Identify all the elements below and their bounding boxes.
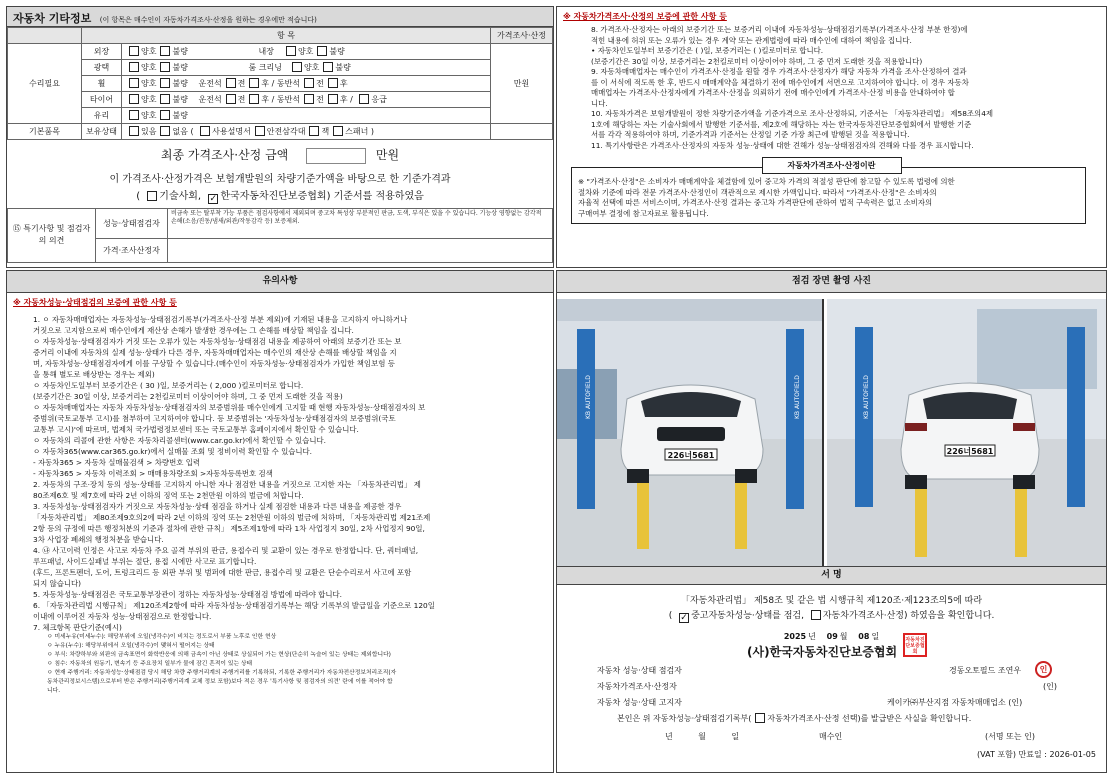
sign-footer: (VAT 포함) 만료일 : 2026-01-05 <box>977 750 1096 759</box>
notes-line: 3. 자동차성능·상태점검자가 거짓으로 자동차성능·상태 점검을 하거나 실제 점검한 내용과 다른 내용을 제공한 경우 <box>33 502 402 511</box>
special-table: ⑮ 특기사항 및 점검자의 의견 성능·상태점검자 비금속 또는 탈부착 가능 부품은 점검사항에서 제외되며 중고차 특성상 부분적인 판금, 도색, 부식은 있을 수 있습니다. 기능상 영향없는 감각적 손해(소음/진동/냄새/외관/작동감각 등) 보증제외. 가격·조사산정자 <box>7 208 553 263</box>
checkbox[interactable] <box>160 62 170 72</box>
warranty-title: ※ 자동차가격조사·산정의 보증에 관한 사항 등 <box>563 12 727 21</box>
checkbox[interactable] <box>160 46 170 56</box>
sign-row1-value: 경동오토필드 조연우 <box>949 666 1022 675</box>
sign-row2-label: 자동차가격조사·산정자 <box>597 682 677 691</box>
sign-title: 서 명 <box>557 567 1106 585</box>
special-label: ⑮ 특기사항 및 점검자의 의견 <box>8 208 96 262</box>
notes-line: 며, 자동차성능·상태점검자에게 이를 구상할 수 있습니다.(매수인이 자동차성능·상태점검자가 가입한 책임보험 등 <box>33 359 395 368</box>
notes-line: 2항 등의 규정에 따른 행정처분의 기준과 절차에 관한 규칙」 제5조제1항에 따라 1차 사업정지 30일, 2차 사업정지 90일, <box>33 524 425 533</box>
notes-line: ㅇ 자동차의 리콜에 관한 사항은 자동차리콜센터(www.car.go.kr)에서 확인할 수 있습니다. <box>33 436 326 445</box>
warranty-section <box>556 6 1107 268</box>
checkbox[interactable] <box>286 46 296 56</box>
notes-line: 80조제6호 및 제7호에 따라 2년 이하의 징역 또는 2천만원 이하의 벌금에 처합니다. <box>33 491 304 500</box>
appraiser-opinion[interactable] <box>168 238 553 262</box>
checkbox[interactable] <box>226 94 236 104</box>
lift-banner-rear: KB AUTOFIELD <box>863 375 870 419</box>
notes-line: - 자동차365 > 자동차 실매물검색 > 차량번호 입력 <box>33 458 200 467</box>
notes-line: 루프패널, 사이드실패널 부위는 절단, 용접 시에만 사고로 표기합니다. <box>33 557 257 566</box>
basis-line1: 이 가격조사·산정가격은 보험개발원의 차량기준가액을 바탕으로 한 기준가격과 <box>109 173 451 185</box>
sign-row2-value: (인) <box>1043 682 1057 691</box>
price-unit: 만원 <box>491 44 553 124</box>
notes-sub: ※ 자동차성능·상태점검의 보증에 관한 사항 등 <box>13 298 177 307</box>
warranty-line: • 자동차인도일부터 보증기간은 ( )일, 보증거리는 ( )킬로미터로 합니다. <box>591 46 824 55</box>
notes-line: ㅇ 자동차성능·상태점검자가 거짓 또는 오류가 있는 자동차성능·상태점검 내용을 제공하여 아래의 보증기간 또는 보 <box>33 337 402 346</box>
notes-line: 2. 자동차의 구조·장치 등의 성능·상태를 고지하지 아니한 자나 점검한 내용을 거짓으로 고지한 자는 「자동차관리법」 제 <box>33 480 421 489</box>
checkbox[interactable] <box>304 94 314 104</box>
checkbox[interactable] <box>129 94 139 104</box>
checkbox[interactable] <box>309 126 319 136</box>
notes-small-line: ㅇ 누유(누수): 해당부위에서 오일(냉각수)이 맺혀서 떨어지는 상태 <box>47 643 215 649</box>
warranty-line: 매매업자는 가격조사·산정자에게 가격조사·산정을 의뢰하기 전에 매수인에게 가격조사·산정 비용을 안내하여야 합 <box>591 88 955 97</box>
notes-line: 「자동차관리법」 제80조제9호의2에 따라 2년 이하의 징역 또는 2천만원 이하의 벌금에 처하며, 「자동차관리법 제21조제 <box>33 513 431 522</box>
sign-row3-value: 케이카㈜부산지점 자동차매매업소 (인) <box>887 698 1023 707</box>
checkbox[interactable] <box>160 94 170 104</box>
checkbox[interactable] <box>160 126 170 136</box>
sign-buyer: 매수인 <box>819 732 843 741</box>
sign-org: (사)한국자동차진단보증협회 <box>747 645 898 659</box>
notes-small-line: ㅇ 침수: 자동차의 원동기, 변속기 등 주요장치 일부가 물에 잠긴 흔적이 있는 상태 <box>47 661 253 667</box>
checkbox[interactable] <box>200 126 210 136</box>
warranty-line: 를 이 서식에 적도록 한 후, 반드시 매매계약을 체결하기 전에 매수인에게 서면으로 고지하여야 합니다. 이 경우 자동차 <box>591 77 969 87</box>
group-repair: 수리필요 <box>8 44 82 124</box>
warranty-line: 적힌 내용에 허위 또는 오류가 있는 경우 계약 또는 관계법령에 따라 매수인에 대하여 책임을 집니다. <box>591 35 912 45</box>
notes-small-line: 동차관리정보시스템)으로부터 받은 주행거리(주행거리계 교체 정보 포함)보다 적은 경우 '특기사항 및 점검자의 의견' 란에 이를 적어야 합 <box>47 679 393 685</box>
warranty-line: 1호에 해당하는 자는 기술사회에서 발행한 기준서를, 제2호에 해당하는 자는 한국자동차진단보증협회에서 발행한 기준 <box>591 119 972 129</box>
sign-line1: 「자동차관리법」 제58조 및 같은 법 시행규칙 제120조·제123조의5에 따라 <box>680 596 983 606</box>
group-basic: 기본품목 <box>8 124 82 140</box>
notes-small-line: 니다. <box>47 688 61 694</box>
notes-lines <box>13 314 547 633</box>
notes-line: 7. 체크항목 판단기준(예시) <box>33 623 122 632</box>
checkbox[interactable] <box>129 46 139 56</box>
checkbox[interactable] <box>304 78 314 88</box>
checkbox[interactable] <box>160 110 170 120</box>
sign-section <box>556 566 1107 773</box>
front-photo <box>557 299 824 567</box>
warranty-line: 서를 각각 적용하여야 하며, 기준가격과 기준서는 산정일 기준 가장 최근에 발행된 것을 적용합니다. <box>591 130 910 139</box>
sign-row1-label: 자동차 성능·상태 점검자 <box>597 666 682 675</box>
notes-line: ㅇ 자동차매매업자는 자동차 자동차성능·상태점검자의 보증범위를 매수인에게 고지할 때 현행 자동차성능·상태점검자의 보 <box>33 403 426 412</box>
notes-line: 교통부 고시)'에 따르며, 법제처 국가법령정보센터 또는 국토교통부 홈페이지에서 확인할 수 있습니다. <box>33 425 359 434</box>
definition-line: 구매여부 결정에 참고자료로 활용됩니다. <box>578 208 709 218</box>
warranty-line: 니다. <box>591 98 608 108</box>
checkbox[interactable] <box>333 126 343 136</box>
notes-line: 4. ㉯ 사고이력 인정은 사고로 자동차 주요 골격 부위의 판금, 용접수리 및 교환이 있는 경우로 한정합니다. 단, 쿼터패널, <box>33 546 419 555</box>
checkbox[interactable] <box>249 78 259 88</box>
plate-rear: 226너5681 <box>946 447 994 456</box>
def-title: 자동차가격조사·산정이란 <box>762 157 902 174</box>
warranty-line: 10. 자동차가격은 보험개발원이 정한 차량기준가액을 기준가격으로 조사·산정하되, 기준서는 「자동차관리법」 제58조의4제 <box>591 109 994 118</box>
checkbox[interactable] <box>328 94 338 104</box>
checkbox[interactable] <box>328 78 338 88</box>
notes-line: 증거리 이내에 자동차의 실제 성능·상태가 다른 경우, 자동차매매업자는 매수인의 재산상 손해를 배상할 책임을 지 <box>33 348 397 357</box>
warranty-line: 8. 가격조사·산정자는 아래의 보증기간 또는 보증거리 이내에 자동차성능·상태점검기록부(가격조사·산정 부분 한정)에 <box>591 25 968 34</box>
photo-title: 점검 장면 촬영 사진 <box>557 271 1106 293</box>
checkbox[interactable] <box>129 62 139 72</box>
checkbox-inspection[interactable]: ✓ <box>680 613 688 623</box>
notes-section <box>6 270 554 773</box>
notes-line: 1. ㅇ 자동차매매업자는 자동차성능·상태점검기록부(가격조사·산정 부분 제외)에 기재된 내용을 고지하지 아니하거나 <box>33 315 408 324</box>
warranty-line: 11. 특기사항란은 가격조사·산정자의 자동차 성능·상태에 대한 견해가 성능·상태점검자의 견해와 다를 경우 표시합니다. <box>591 140 974 150</box>
checkbox[interactable] <box>359 94 369 104</box>
front-photo-svg <box>557 299 824 567</box>
notes-line: 거짓으로 고지함으로써 매수인에게 재산상 손해가 발생한 경우에는 그 손해를 배상할 책임을 집니다. <box>33 326 354 335</box>
notes-line: (보증기간은 30일 이상, 보증거리는 2천킬로미터 이상이어야 하며, 그 중 먼저 도래한 것을 적용) <box>33 392 343 401</box>
basis-line2: ( 기술사회, ✓ 한국자동차진단보증협회) 기준서를 적용하였음 <box>136 190 424 204</box>
final-price-row: 최종 가격조사·산정 금액 만원 <box>160 148 400 162</box>
notes-line: 되지 않습니다) <box>33 579 82 588</box>
def-box <box>571 167 1086 224</box>
checkbox[interactable] <box>249 94 259 104</box>
options-subtitle: (이 항목은 매수인이 자동차가격조사·산정을 원하는 경우에만 적습니다) <box>99 16 317 24</box>
checkbox[interactable] <box>160 78 170 88</box>
rear-photo-svg <box>827 299 1107 567</box>
options-title-bar <box>7 7 553 27</box>
sign-date: 2025 년 09 월 08 일 <box>783 632 880 641</box>
checkbox[interactable] <box>317 46 327 56</box>
sign-bottom-date: 년 월 일 <box>665 732 740 741</box>
org-stamp: 자동차진단보증협회 <box>903 633 927 657</box>
checkbox-confirm[interactable] <box>755 713 765 723</box>
definition-line: ※ "가격조사·산정"은 소비자가 매매계약을 체결함에 있어 중고차 가격의 적절성 판단에 참고할 수 있도록 법령에 의한 <box>578 177 955 186</box>
definition-line: 절차와 기준에 따라 전문 가격조사·산정인이 객관적으로 제시한 가액입니다. 따라서 "가격조사·산정"은 소비자의 <box>578 187 937 197</box>
notes-line: 이내에 이루어진 자동차 성능·상태점검으로 한정합니다. <box>33 612 212 621</box>
photo-section <box>556 270 1107 568</box>
inspector-seal: 인 <box>1035 661 1052 678</box>
sign-row3-label: 자동차 성능·상태 고지자 <box>597 698 682 707</box>
checkbox[interactable] <box>129 78 139 88</box>
rear-photo <box>827 299 1107 567</box>
checkbox-appraisal[interactable] <box>811 610 821 620</box>
notes-line: 5. 자동차성능·상태점검은 국토교통부장관이 정하는 자동차성능·상태점검 방법에 따라야 합니다. <box>33 590 342 599</box>
options-table: 항 목 가격조사·산정 수리필요 외장 양호 불량 내장 양호 불량 만원 광택 양호 불량 룸 크리닝 양호 불량 휠 양호 불량 운전석 전 후 / 동반석 전 후 타이어 양호 불량 운전석 전 후 / 동반석 전 후 / 응급 유리 양호 불량 기본품목 보유상태 있음 없음 ( 사용설명서 안전삼각대 잭 스패너 ) <box>7 27 553 140</box>
final-price-input[interactable] <box>306 148 366 164</box>
options-section <box>6 6 554 268</box>
notes-small-line: ㅇ 부식: 차량하부와 외판의 금속표면이 화학반응에 의해 금속이 아닌 상태로 상실되어 가는 현상(단순히 녹슬어 있는 상태는 제외합니다) <box>47 652 391 658</box>
notes-line: ㅇ 자동차365(www.car365.go.kr)에서 실매물 조회 및 정비이력 확인할 수 있습니다. <box>33 447 313 456</box>
checkbox[interactable] <box>129 110 139 120</box>
warranty-line: 9. 자동차매매업자는 매수인이 가격조사·산정을 원할 경우 가격조사·산정자가 해당 자동차 가격을 조사·산정하여 결과 <box>591 67 967 76</box>
checkbox[interactable] <box>255 126 265 136</box>
warranty-line: (보증기간은 30일 이상, 보증거리는 2천킬로미터 이상이어야 하며, 그 중 먼저 도래한 것을 적용합니다) <box>591 56 923 66</box>
checkbox-kaa[interactable]: ✓ <box>209 193 218 204</box>
notes-line: 3차 사업장 폐쇄의 행정처분을 받습니다. <box>33 535 164 544</box>
notes-small-line: ㅇ 현재 주행거리: 자동차성능·상태점검 당시 해당 차량 주행거리계의 주행거리를 기록하되, 기록한 주행거리가 자동차전산정보처리조직(자 <box>47 670 397 676</box>
options-title: 자동차 기타정보 <box>13 12 92 25</box>
lift-banner-left: KB AUTOFIELD <box>585 375 592 419</box>
notes-line: (후드, 프론트펜더, 도어, 트렁크리드 등 외판 부위 및 범퍼에 대한 판금, 용접수리 및 교환은 단순수리로서 사고에 포함 <box>33 568 412 577</box>
notes-line: 을 통해 별도로 배상받는 경우는 제외) <box>33 370 155 379</box>
notes-title: 유의사항 <box>7 271 553 293</box>
definition-line: 자율적 선택에 따른 서비스이며, 가격조사·산정 결과는 중고차 가격판단에 관하여 법적 구속력은 없고 소비자의 <box>578 198 933 207</box>
notes-small-line: ㅇ 미세누유(미세누수): 해당부위에 오일(냉각수)이 비치는 정도로서 부품 노후로 인한 현상 <box>47 634 277 640</box>
sign-line2: ( ✓ 중고자동차성능·상태를 점검, 자동차가격조사·산정) 하였음을 확인합니다. <box>668 611 995 623</box>
checkbox[interactable] <box>292 62 302 72</box>
checkbox[interactable] <box>323 62 333 72</box>
sign-hint: (서명 또는 인) <box>985 732 1035 741</box>
checkbox-techsociety[interactable] <box>147 191 157 201</box>
notes-line: - 자동차365 > 자동차 이력조회 > 매매용차량조회 >자동차등록번호 검색 <box>33 469 273 478</box>
lift-banner-right: KB AUTOFIELD <box>794 375 801 419</box>
inspector-note: 비금속 또는 탈부착 가능 부품은 점검사항에서 제외되며 중고차 특성상 부분적인 판금, 도색, 부식은 있을 수 있습니다. 기능상 영향없는 감각적 손해(소음/진동/냄새/외관/작동감각 등) 보증제외. <box>168 208 553 238</box>
checkbox[interactable] <box>226 78 236 88</box>
checkbox[interactable] <box>129 126 139 136</box>
col-price: 가격조사·산정 <box>491 28 553 44</box>
col-item: 항 목 <box>82 28 491 44</box>
notes-line: 6. 「자동차관리법 시행규칙」 제120조제2항에 따라 자동차성능·상태점검기록부는 해당 기록부의 발급일을 기준으로 120일 <box>33 601 435 610</box>
notes-line: 증범위(국토교통부 고시)를 첨부하여 고지하여야 합니다. 등 보증범위는 '자동차성능·상태점검자의 보증범위(국토 <box>33 414 396 423</box>
notes-line: ㅇ 자동차인도일부터 보증기간은 ( 30 )일, 보증거리는 ( 2,000 )킬로미터로 합니다. <box>33 381 304 390</box>
plate-front: 226너5681 <box>667 451 715 460</box>
notes-small-lines <box>13 633 547 696</box>
warranty-items <box>563 25 1100 151</box>
sign-confirm: 본인은 위 자동차성능·상태점검기록부( 자동차가격조사·산정 선택)를 발급받은 사실을 확인합니다. <box>617 714 972 723</box>
